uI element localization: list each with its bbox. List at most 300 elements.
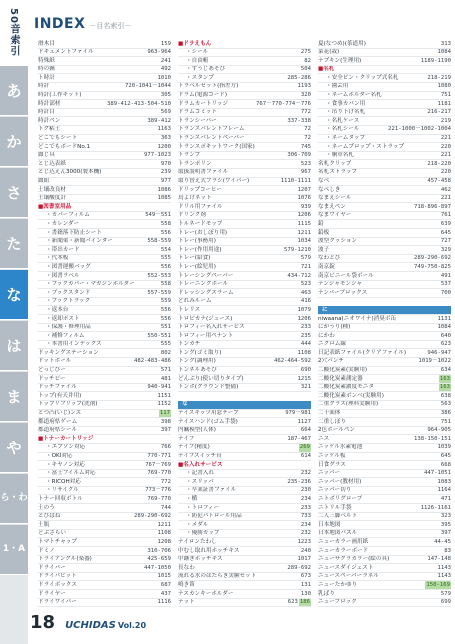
page-ref: 1039 — [437, 444, 451, 451]
entry-pages — [441, 530, 451, 538]
rail-tab-ha[interactable]: は — [0, 321, 28, 371]
page-ref: 234 — [300, 521, 311, 528]
entry-name: ・本書用インデックス — [46, 341, 102, 348]
entry-pages — [158, 530, 171, 538]
entry-name: ・補修フィルム — [46, 332, 85, 339]
page-ref: 940-941 — [147, 384, 171, 391]
index-entry — [318, 178, 451, 187]
entry-pages — [298, 229, 311, 237]
index-entry — [318, 487, 451, 496]
index-entry — [318, 272, 451, 281]
index-column-1 — [38, 40, 171, 607]
entry-pages — [441, 92, 451, 100]
category-heading — [38, 435, 171, 444]
entry-name: 二重しぼり — [318, 418, 346, 425]
entry-pages — [427, 178, 451, 186]
entry-name: ナット — [178, 599, 195, 606]
page-ref: 556 — [160, 306, 171, 313]
index-entry — [38, 478, 171, 487]
page-ref: 523 — [300, 160, 311, 167]
index-entry — [178, 109, 311, 118]
page-ref: 138-150-151 — [413, 435, 451, 442]
entry-pages — [161, 66, 171, 74]
entry-name: トランポリン — [178, 160, 212, 167]
entry-pages — [438, 573, 451, 581]
entry-pages — [161, 306, 171, 314]
page-ref: 395 — [440, 521, 451, 528]
index-entry — [38, 220, 171, 229]
entry-name: 流れる水のはたらき実験セット — [178, 573, 257, 580]
page-ref: 569 — [160, 109, 171, 116]
entry-name: トレー(作用用途) — [178, 246, 222, 253]
entry-name: ・卒業証書ファイル — [186, 487, 237, 494]
page-ref: 751 — [440, 418, 451, 425]
entry-name: 鳥よけネット — [178, 195, 212, 202]
index-entry — [178, 556, 311, 565]
index-entry — [178, 530, 311, 539]
index-entry — [318, 453, 451, 462]
index-entry — [178, 100, 311, 109]
entry-name: 時の鐘 — [38, 66, 55, 73]
index-entry — [178, 229, 311, 238]
entry-pages — [298, 186, 311, 194]
entry-pages — [145, 212, 171, 220]
rail-tab-sa[interactable]: さ — [0, 168, 28, 218]
entry-pages — [298, 418, 311, 426]
page-ref: 389-412 — [147, 117, 171, 124]
entry-name: ・ネームプロップ・ストラップ — [326, 143, 405, 150]
entry-pages — [438, 83, 451, 91]
page-ref: 1143 — [437, 564, 451, 571]
entry-pages — [287, 435, 311, 443]
page-ref: 946-947 — [427, 349, 451, 356]
entry-name: ・書籍落下防止シート — [46, 229, 102, 236]
category-heading — [178, 461, 311, 470]
entry-pages — [298, 375, 311, 383]
entry-pages — [441, 332, 451, 340]
page-ref: 699 — [440, 599, 451, 606]
page-ref: 645 — [440, 453, 451, 459]
entry-name: ニュースダイジェスト — [318, 564, 374, 571]
entry-name: にかわ — [318, 332, 335, 339]
page-ref: 761 — [440, 212, 451, 219]
page-ref: 457-458 — [427, 178, 451, 184]
page-ref: 745 — [300, 143, 311, 150]
entry-name: ナプキン(生理用) — [318, 57, 362, 64]
entry-pages — [147, 117, 171, 125]
entry-name: ニトボリグローブ — [318, 495, 363, 502]
index-entry — [178, 246, 311, 255]
rail-tab-a[interactable]: あ — [0, 66, 28, 116]
index-entry — [318, 289, 451, 298]
entry-pages — [285, 410, 311, 418]
index-entry — [38, 246, 171, 255]
index-entry — [38, 49, 171, 58]
entry-name: ■名札 — [318, 66, 335, 73]
entry-name: ・返本台 — [46, 306, 69, 313]
index-entry — [178, 495, 311, 504]
index-entry — [38, 590, 171, 599]
page-ref: 1208 — [157, 538, 171, 545]
entry-pages — [301, 169, 311, 177]
section-heading — [178, 401, 311, 410]
entry-name: ・リサイクル — [46, 487, 79, 494]
entry-pages — [301, 573, 311, 581]
page-ref: 130 — [300, 590, 311, 597]
entry-name: トマトチャップ — [38, 538, 77, 545]
index-entry — [178, 504, 311, 513]
entry-pages — [161, 229, 171, 237]
page-ref: 397 — [440, 530, 451, 537]
page-ref: 555 — [160, 255, 171, 262]
page-ref: 721 — [300, 263, 311, 270]
entry-pages — [144, 564, 171, 572]
index-entry — [318, 160, 451, 169]
entry-name: なべしき — [318, 186, 341, 193]
page-ref: 233 — [300, 504, 311, 511]
index-entry — [178, 272, 311, 281]
index-entry — [38, 564, 171, 573]
page-ref: 557-559 — [147, 289, 171, 296]
entry-name: ・楯 — [186, 495, 198, 502]
entry-name: ト時計 — [38, 74, 55, 81]
entry-name: どこでもボードNo.1 — [38, 143, 91, 150]
entry-pages — [298, 306, 311, 314]
entry-pages — [144, 152, 171, 160]
entry-pages — [301, 470, 311, 478]
index-entry — [318, 255, 451, 264]
entry-name: なべ — [318, 178, 330, 184]
index-entry — [38, 306, 171, 315]
entry-name: 滑木目 — [38, 40, 55, 47]
index-entry — [178, 367, 311, 376]
index-entry — [38, 238, 171, 247]
page-ref: 579 — [440, 590, 451, 597]
index-entry — [178, 117, 311, 126]
entry-name: ■トナーカートリッジ — [38, 435, 94, 442]
entry-pages — [301, 590, 311, 598]
entry-pages — [298, 212, 311, 220]
index-entry — [318, 212, 451, 221]
page-ref: 1127 — [297, 418, 311, 425]
page-ref: 239 — [160, 169, 171, 176]
entry-pages — [301, 384, 311, 392]
page-ref: 221 — [440, 135, 451, 142]
entry-name: ・スリッパ — [186, 478, 214, 485]
entry-name: ・スタンプ — [186, 74, 214, 81]
page-ref: 220 — [440, 143, 451, 150]
index-entry — [178, 298, 311, 307]
page-ref: 769-770 — [147, 470, 171, 477]
index-entry — [38, 74, 171, 83]
entry-pages — [298, 556, 311, 564]
rail-tab-1-a[interactable]: 1・A — [0, 525, 28, 575]
entry-name: ・RICOH対応 — [46, 478, 81, 485]
entry-pages — [438, 384, 451, 392]
page-ref: 305 — [160, 92, 171, 99]
category-heading — [318, 66, 451, 75]
entry-name: ・記書入れ — [186, 470, 214, 477]
entry-name: 鳴き笛 — [178, 581, 195, 588]
entry-name: ナイロンたわし — [178, 538, 217, 545]
entry-name: ニッパー(教材用) — [318, 478, 362, 485]
entry-pages — [441, 169, 451, 177]
entry-pages — [441, 272, 451, 280]
entry-name: ドラムコミット — [178, 109, 217, 116]
page-ref: 386 — [440, 410, 451, 417]
page-ref: 977-1023 — [144, 152, 171, 159]
entry-name: トランプ — [178, 152, 201, 159]
index-entry — [318, 573, 451, 582]
rail-tab-na[interactable]: な — [0, 270, 28, 320]
entry-name: 日記表紙ファイル(クリアファイル) — [318, 349, 407, 356]
index-entry — [178, 126, 311, 135]
entry-pages — [427, 109, 451, 117]
page-ref: 289-290-692 — [413, 255, 451, 262]
entry-pages — [441, 229, 451, 237]
page-ref: 744 — [160, 504, 171, 511]
entry-pages — [161, 315, 171, 323]
entry-pages — [161, 478, 171, 486]
entry-pages — [414, 255, 451, 263]
entry-name: ドライバー — [38, 564, 66, 571]
index-entry — [178, 547, 311, 556]
page-ref: 769-770 — [147, 495, 171, 502]
index-entry — [178, 289, 311, 298]
entry-name: 内臓模型(人体) — [178, 427, 216, 434]
entry-name: ・トロフィー — [186, 504, 220, 511]
index-entry — [38, 401, 171, 410]
page-ref: 1193 — [297, 83, 311, 90]
entry-pages — [304, 126, 311, 134]
entry-name: トンボ(グラウンド整備) — [178, 384, 239, 391]
entry-name: ・シール — [186, 49, 209, 56]
index-entry — [318, 384, 451, 393]
entry-name: ニュースペーパーラネル — [318, 573, 379, 580]
entry-name: ニッケル水素電池 — [318, 444, 363, 451]
entry-pages — [438, 324, 451, 332]
page-ref: 664 — [300, 427, 311, 434]
entry-name: 綴紐 — [38, 178, 50, 184]
entry-pages — [298, 538, 311, 546]
entry-name: 長なわ — [178, 564, 195, 571]
entry-name: ナイフ — [178, 435, 195, 442]
entry-name: ■名入れサービス — [178, 461, 223, 468]
index-entry — [178, 281, 311, 290]
page-ref: 447-1051 — [424, 470, 451, 477]
entry-pages — [158, 599, 171, 607]
index-entry — [38, 152, 171, 161]
entry-name: ニューカラー画用紙 — [318, 538, 369, 545]
entry-pages — [438, 564, 451, 572]
entry-name: ・食事カバン用 — [326, 100, 366, 107]
entry-name: 土瓶 — [38, 521, 50, 528]
entry-pages — [134, 513, 171, 521]
rail-header — [0, 0, 28, 66]
entry-name: トレーニングボール — [178, 281, 229, 288]
index-entry — [178, 427, 311, 436]
page-ref: 447-1050 — [144, 564, 171, 571]
page-ref: 329 — [440, 246, 451, 253]
index-entry — [178, 478, 311, 487]
entry-name: ・吊り下げ名札 — [326, 109, 366, 116]
entry-pages — [424, 581, 451, 589]
index-entry — [38, 384, 171, 393]
index-entry — [318, 143, 451, 152]
entry-name: 日本地図パズル — [318, 530, 358, 537]
page-ref: 970 — [160, 160, 171, 167]
page-ref: 1215 — [297, 375, 311, 382]
entry-pages — [301, 109, 311, 117]
index-entry — [38, 289, 171, 298]
index-entry — [178, 349, 311, 358]
entry-pages — [107, 100, 171, 108]
entry-pages — [161, 263, 171, 271]
page-ref: 614 — [300, 453, 311, 459]
entry-name: トレー(給食) — [178, 255, 211, 262]
entry-name: 綴じ具 — [38, 152, 55, 159]
volume-label: Vol.20 — [117, 621, 147, 630]
entry-pages — [301, 92, 311, 100]
page-ref: 398 — [160, 418, 171, 425]
entry-name: ドリル用ファイル — [178, 203, 223, 210]
index-entry — [318, 581, 451, 590]
index-entry — [318, 49, 451, 58]
index-entry — [178, 453, 311, 462]
page-ref: 733 — [300, 513, 311, 520]
entry-pages — [438, 315, 451, 323]
entry-name: とじ込えん3000(製本機) — [38, 169, 102, 176]
index-entry — [318, 427, 451, 436]
entry-pages — [301, 367, 311, 375]
page-ref: 1163 — [157, 126, 171, 133]
entry-name: 鉛 — [318, 220, 324, 227]
page-ref: 967 — [300, 169, 311, 176]
index-entry — [318, 418, 451, 427]
index-column-3 — [318, 40, 451, 607]
index-entry — [38, 427, 171, 436]
page-ref: 645 — [440, 229, 451, 236]
rail-tab-ya[interactable]: や — [0, 423, 28, 473]
entry-name: ・保護・修理用品 — [46, 324, 91, 331]
entry-pages — [161, 324, 171, 332]
page-ref: 83 — [444, 547, 451, 554]
entry-pages — [256, 100, 311, 108]
entry-name: 乳ばり — [318, 590, 335, 597]
entry-name: ・新聞架・新聞バインダー — [46, 238, 113, 245]
rail-tab-ka[interactable]: か — [0, 117, 28, 167]
rail-tab-ma[interactable]: ま — [0, 372, 28, 422]
page-ref: 668 — [440, 461, 451, 468]
page-ref: 159 — [160, 40, 171, 47]
entry-pages — [161, 418, 171, 426]
entry-pages — [161, 92, 171, 100]
entry-pages — [158, 401, 171, 409]
entry-name: ニッパー — [318, 470, 341, 477]
index-entry — [38, 470, 171, 479]
entry-name: ・胴章名札 — [326, 152, 354, 159]
entry-pages — [301, 298, 311, 306]
rail-tab-ra-wa[interactable]: ら・わ — [0, 474, 28, 524]
rail-header-label: 50音索引 — [8, 8, 19, 57]
index-entry — [318, 40, 451, 49]
index-entry — [38, 487, 171, 496]
entry-pages — [298, 444, 311, 452]
entry-pages — [161, 375, 171, 383]
entry-pages — [441, 521, 451, 529]
entry-name: ドラムカートリッジ — [178, 100, 229, 107]
entry-name: ドミノ — [38, 547, 55, 554]
entry-name: ・ブックスタンド — [46, 289, 91, 296]
page-ref: 221 — [440, 152, 451, 159]
entry-pages — [158, 538, 171, 546]
entry-name: 南京ビニール袋ボール — [318, 272, 374, 279]
entry-pages — [281, 178, 311, 186]
entry-name: 都道府県シール — [38, 427, 78, 434]
entry-pages — [301, 427, 311, 435]
entry-name: 二酸化炭素ボンベ(実験用) — [318, 392, 384, 399]
index-entry — [318, 100, 451, 109]
page-ref: 389-412-413-504-510 — [107, 100, 171, 107]
index-entry — [318, 169, 451, 178]
index-entry — [178, 444, 311, 453]
page-ref: 556 — [160, 263, 171, 270]
index-entry — [318, 547, 451, 556]
page-ref: 571 — [160, 367, 171, 374]
page-ref: 558-559 — [147, 238, 171, 245]
entry-pages — [441, 246, 451, 254]
entry-name: 2穴パンチ — [318, 358, 344, 365]
entry-name: にがうり(種) — [318, 324, 351, 331]
page-ref: 492 — [160, 66, 171, 73]
rail-tab-ta[interactable]: た — [0, 219, 28, 269]
entry-pages — [441, 418, 451, 426]
page-ref: 556 — [160, 315, 171, 322]
index-entry — [38, 358, 171, 367]
page-ref: 690 — [300, 367, 311, 374]
index-entry — [318, 92, 451, 101]
entry-pages — [441, 599, 451, 607]
page-ref: 306-709 — [287, 152, 311, 159]
page-ref: 462-464-592 — [273, 358, 311, 365]
index-entry — [318, 117, 451, 126]
entry-name: ドッチビー — [38, 375, 66, 382]
page-ref: 233 — [300, 324, 311, 331]
index-entry — [178, 375, 311, 384]
page-ref: 219 — [440, 117, 451, 124]
entry-pages — [145, 487, 171, 495]
page-ref: 523 — [300, 281, 311, 288]
entry-name: 夏(なつめ)(茶道用) — [318, 40, 366, 47]
entry-pages — [298, 195, 311, 203]
entry-name: 時計目 — [38, 109, 55, 116]
index-entry — [178, 135, 311, 144]
entry-pages — [298, 349, 311, 357]
index-entry — [318, 470, 451, 479]
entry-pages — [441, 341, 451, 349]
index-entry — [318, 461, 451, 470]
page-ref: 673 — [300, 573, 311, 580]
page-ref: 1108 — [297, 349, 311, 356]
page-tag-badge: 269 — [299, 444, 310, 451]
entry-name: ・代本板 — [46, 255, 69, 262]
page-ref: 491 — [440, 272, 451, 279]
entry-name: トング(ゴミ取り) — [178, 349, 222, 356]
entry-name: 二酸化炭素測定器 — [318, 375, 363, 382]
index-entry — [318, 435, 451, 444]
entry-pages — [301, 521, 311, 529]
entry-pages — [427, 556, 451, 564]
